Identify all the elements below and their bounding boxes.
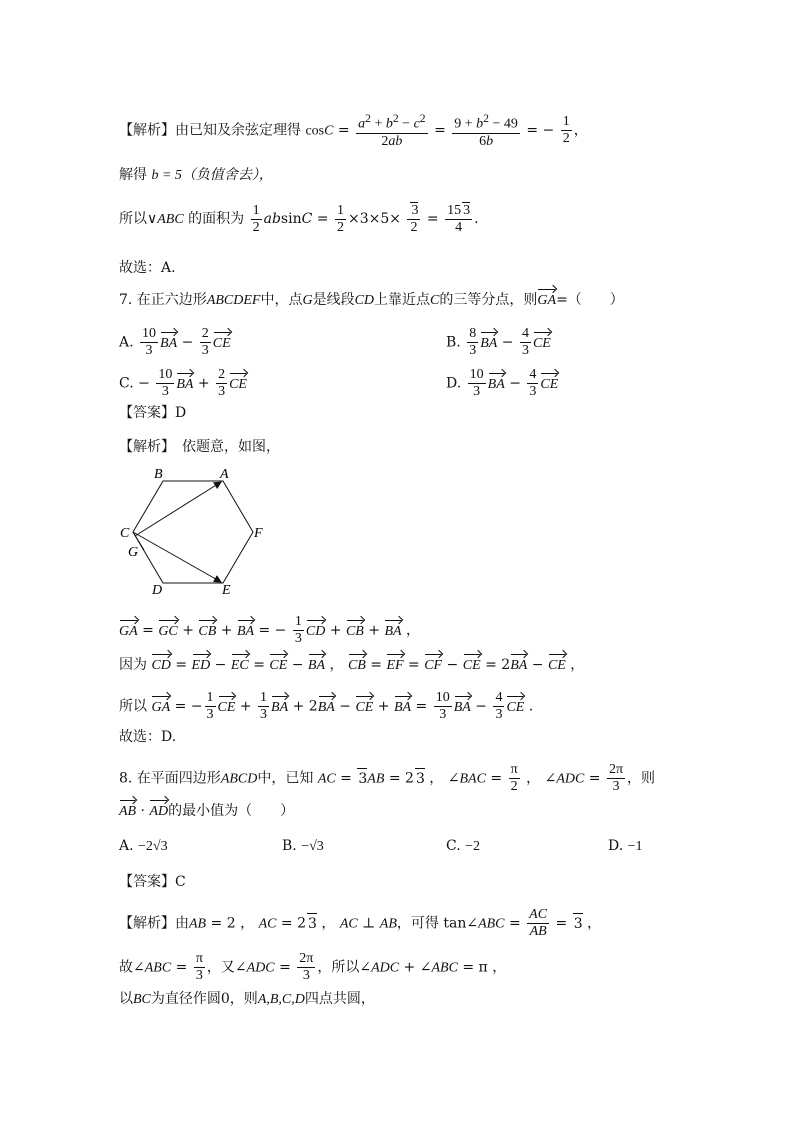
solution-line-b: 解得 b = 5（负值舍去）， xyxy=(119,167,273,183)
equation-because: 因为 CD = ED − EC = CE − BA ， CB = EF = CF − CE = 2BA − CE ， xyxy=(119,655,584,676)
label-f: F xyxy=(254,526,263,541)
label-d: D xyxy=(152,583,163,596)
label-b: B xyxy=(154,467,163,482)
option-8d[interactable]: D. −1 xyxy=(608,838,643,854)
option-8a[interactable]: A. −2√3 xyxy=(119,838,168,854)
solution-8-line1: 【解析】由AB = 2 ， AC = 2 3 ， AC ⊥ AB，可得 tan∠ABC = $\frac{AC}{AB}$ = 3 ， xyxy=(119,907,602,939)
hexagon-figure xyxy=(114,466,274,596)
label-a: A xyxy=(220,467,229,482)
equation-so: 所以 GA = − $\frac{1}{3}$ CE + $\frac{1}{3}$ BA + 2BA − CE + BA = $\frac{10}{3}$ BA − $\frac{4}{3}$ CE . xyxy=(119,690,534,722)
equation-ga: GA = GC + CB + BA = − $\frac{1}{3}$ CD + CB + BA ， xyxy=(119,614,421,646)
hexagon-shape xyxy=(133,481,253,583)
option-7d[interactable]: D. $\frac{10}{3}$ BA − $\frac{4}{3}$ CE xyxy=(446,367,559,399)
vector-ga-line xyxy=(135,482,221,536)
vector-ce-line xyxy=(133,532,221,582)
solution-line-area: 所以∨ABC 的面积为 $\frac{1}{2}$ absinC = $\frac{1}{2}$ ×3×5× $\frac{3}{2}$ = $\frac{15 3}{4}$ . xyxy=(119,202,479,235)
choose-a: 故选：A. xyxy=(119,260,176,276)
option-7a[interactable]: A. $\frac{10}{3}$ BA − $\frac{2}{3}$ CE xyxy=(119,326,231,358)
solution-8-line2: 故∠ABC = $\frac{\pi}{3}$ ，又∠ADC = $\frac{2\pi}{3}$ ，所以∠ADC + ∠ABC = π ， xyxy=(119,951,507,983)
option-8c[interactable]: C. −2 xyxy=(446,838,481,854)
solution-line-cosine: 【解析】由已知及余弦定理得 cosC = $\frac{a^2 + b^2 - c^2}{2ab}$ = $\frac{9 + b^2 - 49}{6b}$ = − $\frac{1}{2}$ ， xyxy=(119,112,588,149)
solution-prefix: 【解析】由已知及余弦定理得 xyxy=(119,122,301,139)
label-c: C xyxy=(120,526,130,541)
question-8: 8. 在平面四边形ABCD中，已知 AC = 3AB = 2 3 ， ∠BAC = $\frac{\pi}{2}$ ， ∠ADC = $\frac{2\pi}{3}$ ，则 xyxy=(119,762,656,794)
solution-8-line3: 以BC为直径作圆0，则A,B,C,D四点共圆， xyxy=(119,991,375,1007)
solution-7: 【解析】 依题意，如图， xyxy=(119,439,280,455)
option-8b[interactable]: B. −√3 xyxy=(282,838,324,854)
question-7: 7. 在正六边形ABCDEF中，点G是线段CD上靠近点C的三等分点，则GA=（ ） xyxy=(119,290,624,311)
question-8-cont: AB · AD的最小值为（ ） xyxy=(119,801,294,822)
answer-7: 【答案】D xyxy=(119,405,187,421)
label-g: G xyxy=(128,545,139,560)
answer-8: 【答案】C xyxy=(119,874,186,890)
label-e: E xyxy=(222,583,231,596)
choose-d: 故选：D. xyxy=(119,729,177,745)
option-7b[interactable]: B. $\frac{8}{3}$ BA − $\frac{4}{3}$ CE xyxy=(446,326,551,358)
option-7c[interactable]: C. − $\frac{10}{3}$ BA + $\frac{2}{3}$ CE xyxy=(119,367,247,399)
